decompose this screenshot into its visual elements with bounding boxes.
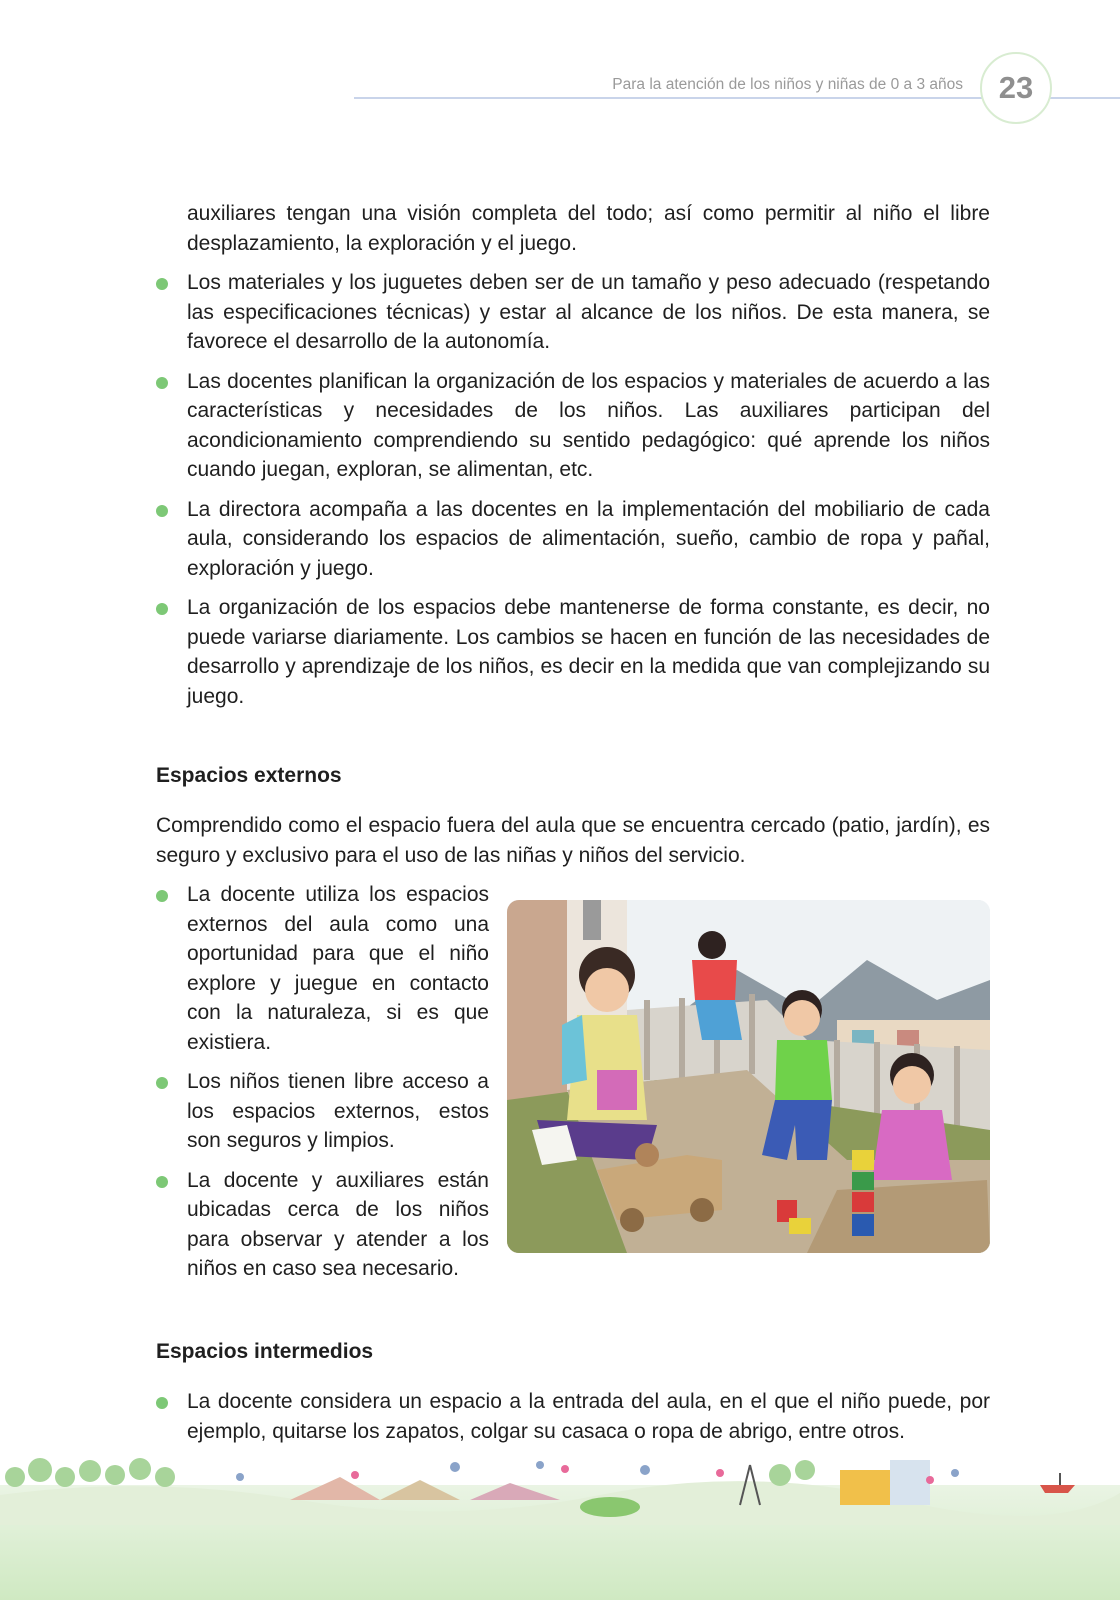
list-item bbox=[156, 880, 489, 1057]
intermediate-section bbox=[156, 1340, 990, 1456]
external-intro: Comprendido como el espacio fuera del aula que se encuentra cercado (patio, jardín), es seguro y exclusivo para el uso de las niñas y niños del servicio. bbox=[156, 814, 990, 867]
bullet-dot-icon bbox=[156, 1397, 168, 1409]
bullet-dot-icon bbox=[156, 377, 168, 389]
list-item-text: Las docentes planifican la organización de los espacios y materiales de acuerdo a las características y necesidades de los niños. Las auxiliares participan del acondicionamiento comprendiendo su sentido pedagógico: qué aprende los niños cuando juegan, exploran, se alimentan, etc. bbox=[187, 369, 990, 481]
running-title: Para la atención de los niños y niñas de 0 a 3 años bbox=[612, 76, 963, 93]
section-heading-intermediate: Espacios intermedios bbox=[156, 1340, 374, 1363]
footer-landscape-decoration bbox=[0, 1455, 1120, 1600]
list-item bbox=[156, 495, 990, 584]
list-item bbox=[156, 367, 990, 485]
list-item bbox=[156, 1387, 990, 1446]
list-item bbox=[156, 1067, 489, 1156]
page-number-badge bbox=[980, 52, 1052, 124]
bullet-dot-icon bbox=[156, 505, 168, 517]
list-item-text: Los niños tienen libre acceso a los espacios externos, estos son seguros y limpios. bbox=[187, 1070, 489, 1152]
list-item bbox=[156, 268, 990, 357]
intro-continuation: auxiliares tengan una visión completa del todo; así como permitir al niño el libre desplazamiento, la exploración y el juego. bbox=[187, 202, 990, 255]
bullet-dot-icon bbox=[156, 603, 168, 615]
bullet-dot-icon bbox=[156, 1176, 168, 1188]
list-item-text: La docente considera un espacio a la entrada del aula, en el que el niño puede, por ejemplo, quitarse los zapatos, colgar su casaca o ropa de abrigo, entre otros. bbox=[187, 1390, 990, 1443]
section-heading-external: Espacios externos bbox=[156, 764, 342, 787]
list-item bbox=[156, 593, 990, 711]
top-section bbox=[156, 199, 990, 721]
list-item-text: La organización de los espacios debe mantenerse de forma constante, es decir, no puede variarse diariamente. Los cambios se hacen en función de las necesidades de desarrollo y aprendizaje de los niños, es decir en la medida que van complejizando su juego. bbox=[187, 596, 990, 708]
bullet-dot-icon bbox=[156, 278, 168, 290]
list-item bbox=[156, 1166, 489, 1284]
list-item-text: Los materiales y los juguetes deben ser de un tamaño y peso adecuado (respetando las especificaciones técnicas) y estar al alcance de los niños. De esta manera, se favorece el desarrollo de la autonomía. bbox=[187, 271, 990, 353]
list-item-text: La directora acompaña a las docentes en la implementación del mobiliario de cada aula, considerando los espacios de alimentación, sueño, cambio de ropa y pañal, exploración y juego. bbox=[187, 497, 990, 580]
outdoor-play-illustration bbox=[507, 900, 990, 1253]
page-number: 23 bbox=[998, 70, 1034, 105]
list-item-text: La docente y auxiliares están ubicadas cerca de los niños para observar y atender a los niños en caso sea necesario. bbox=[187, 1168, 489, 1280]
list-item-text: La docente utiliza los espacios externos del aula como una oportunidad para que el niño explore y juegue en contacto con la naturaleza, si es que existiera. bbox=[187, 883, 489, 1054]
bullet-dot-icon bbox=[156, 1077, 168, 1089]
bullet-dot-icon bbox=[156, 890, 168, 902]
external-list bbox=[156, 880, 489, 1284]
